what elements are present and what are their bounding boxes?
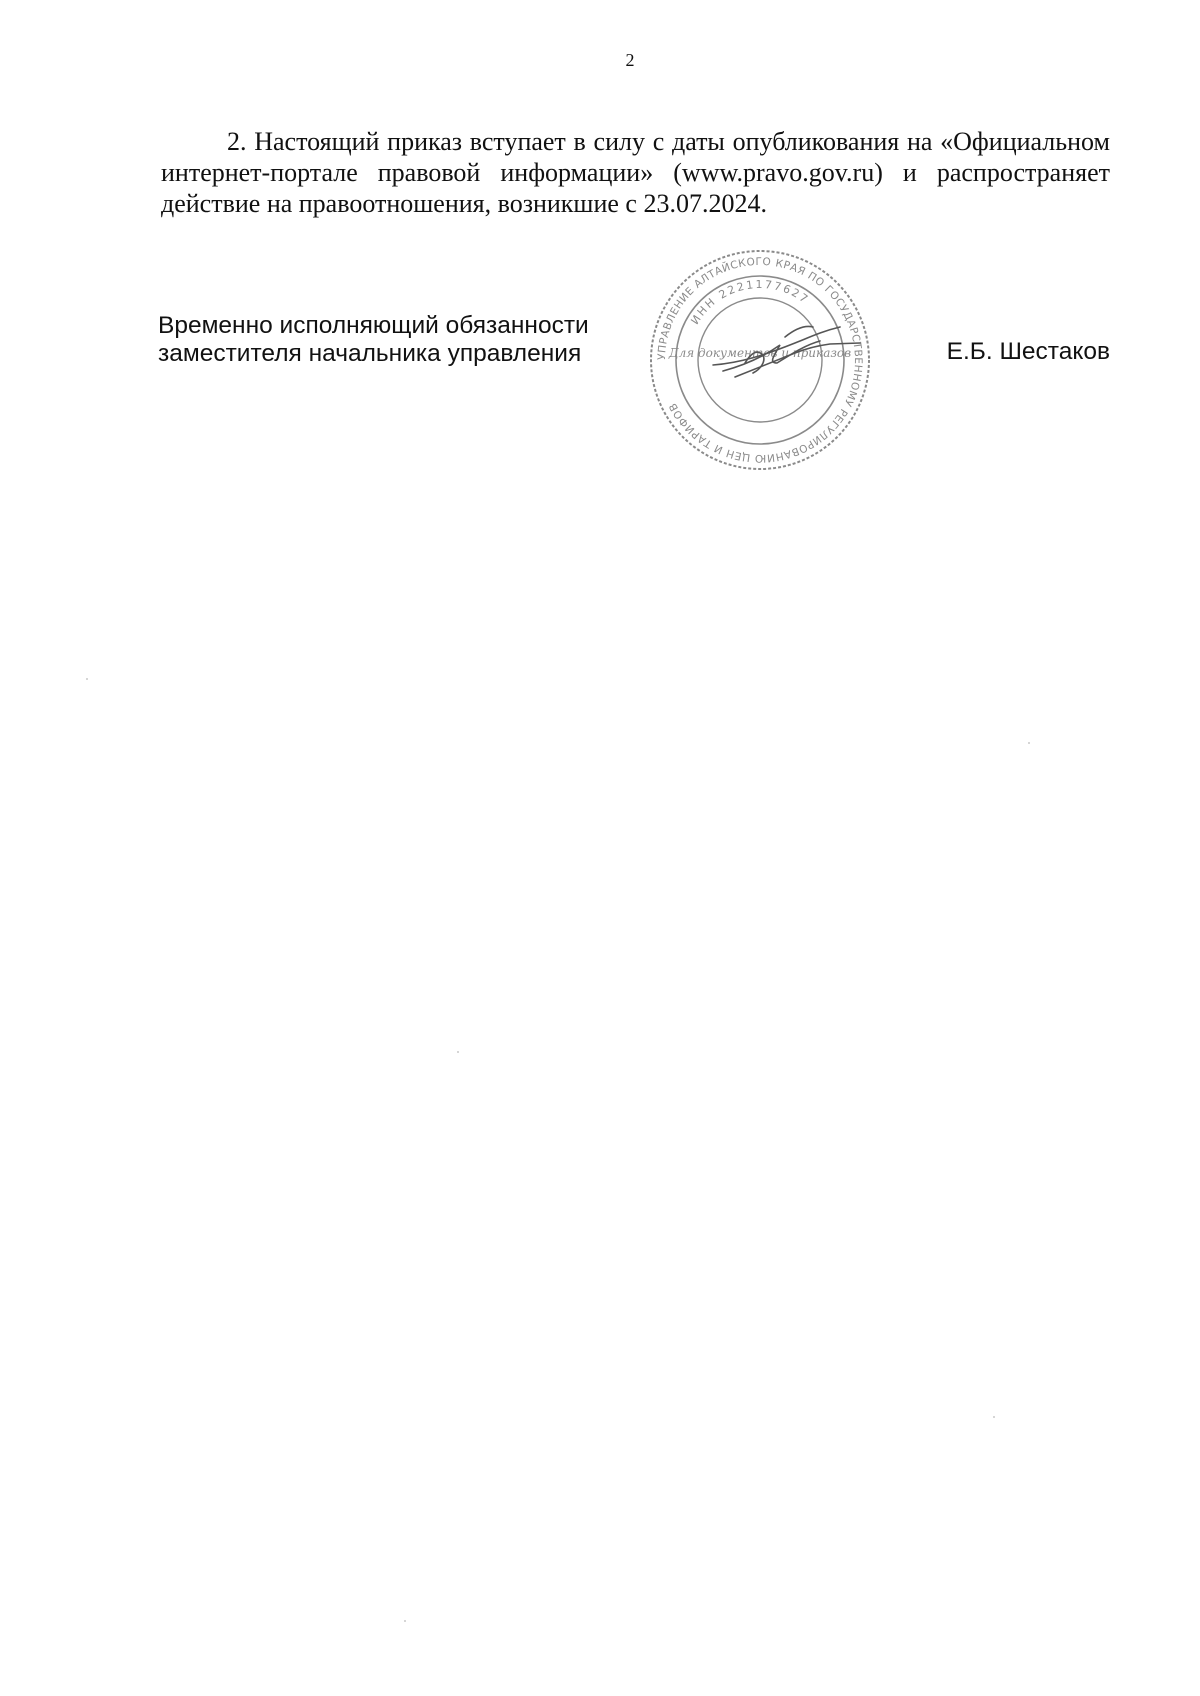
order-paragraph: 2. Настоящий приказ вступает в силу с даты опубликования на «Официальном интернет-портале правовой информации» (www.pravo.gov.ru) и распространяет действие на правоотношения, возникшие с 23.07.2024.: [161, 127, 1110, 218]
scan-speck: [86, 678, 88, 680]
scan-speck: [1028, 742, 1030, 744]
seal-center-text: Для документов и приказов: [668, 346, 852, 360]
scan-speck: [993, 1416, 995, 1418]
signer-title-line-1: Временно исполняющий обязанности: [158, 312, 589, 339]
scan-speck: [457, 1051, 459, 1053]
page-number: 2: [625, 50, 635, 70]
seal-outer-text: УПРАВЛЕНИЕ АЛТАЙСКОГО КРАЯ ПО ГОСУДАРСТВЕННОМУ РЕГУЛИРОВАНИЮ ЦЕН И ТАРИФОВ: [655, 255, 865, 465]
seal-inn-text: ИНН 2221177627: [688, 277, 812, 327]
signer-name: Е.Б. Шестаков: [946, 338, 1110, 365]
signer-title: [158, 312, 589, 368]
signer-title-line-2: заместителя начальника управления: [158, 340, 582, 367]
official-seal-stamp: [645, 245, 875, 475]
signature-block: [158, 310, 1110, 510]
scan-speck: [404, 1620, 406, 1622]
